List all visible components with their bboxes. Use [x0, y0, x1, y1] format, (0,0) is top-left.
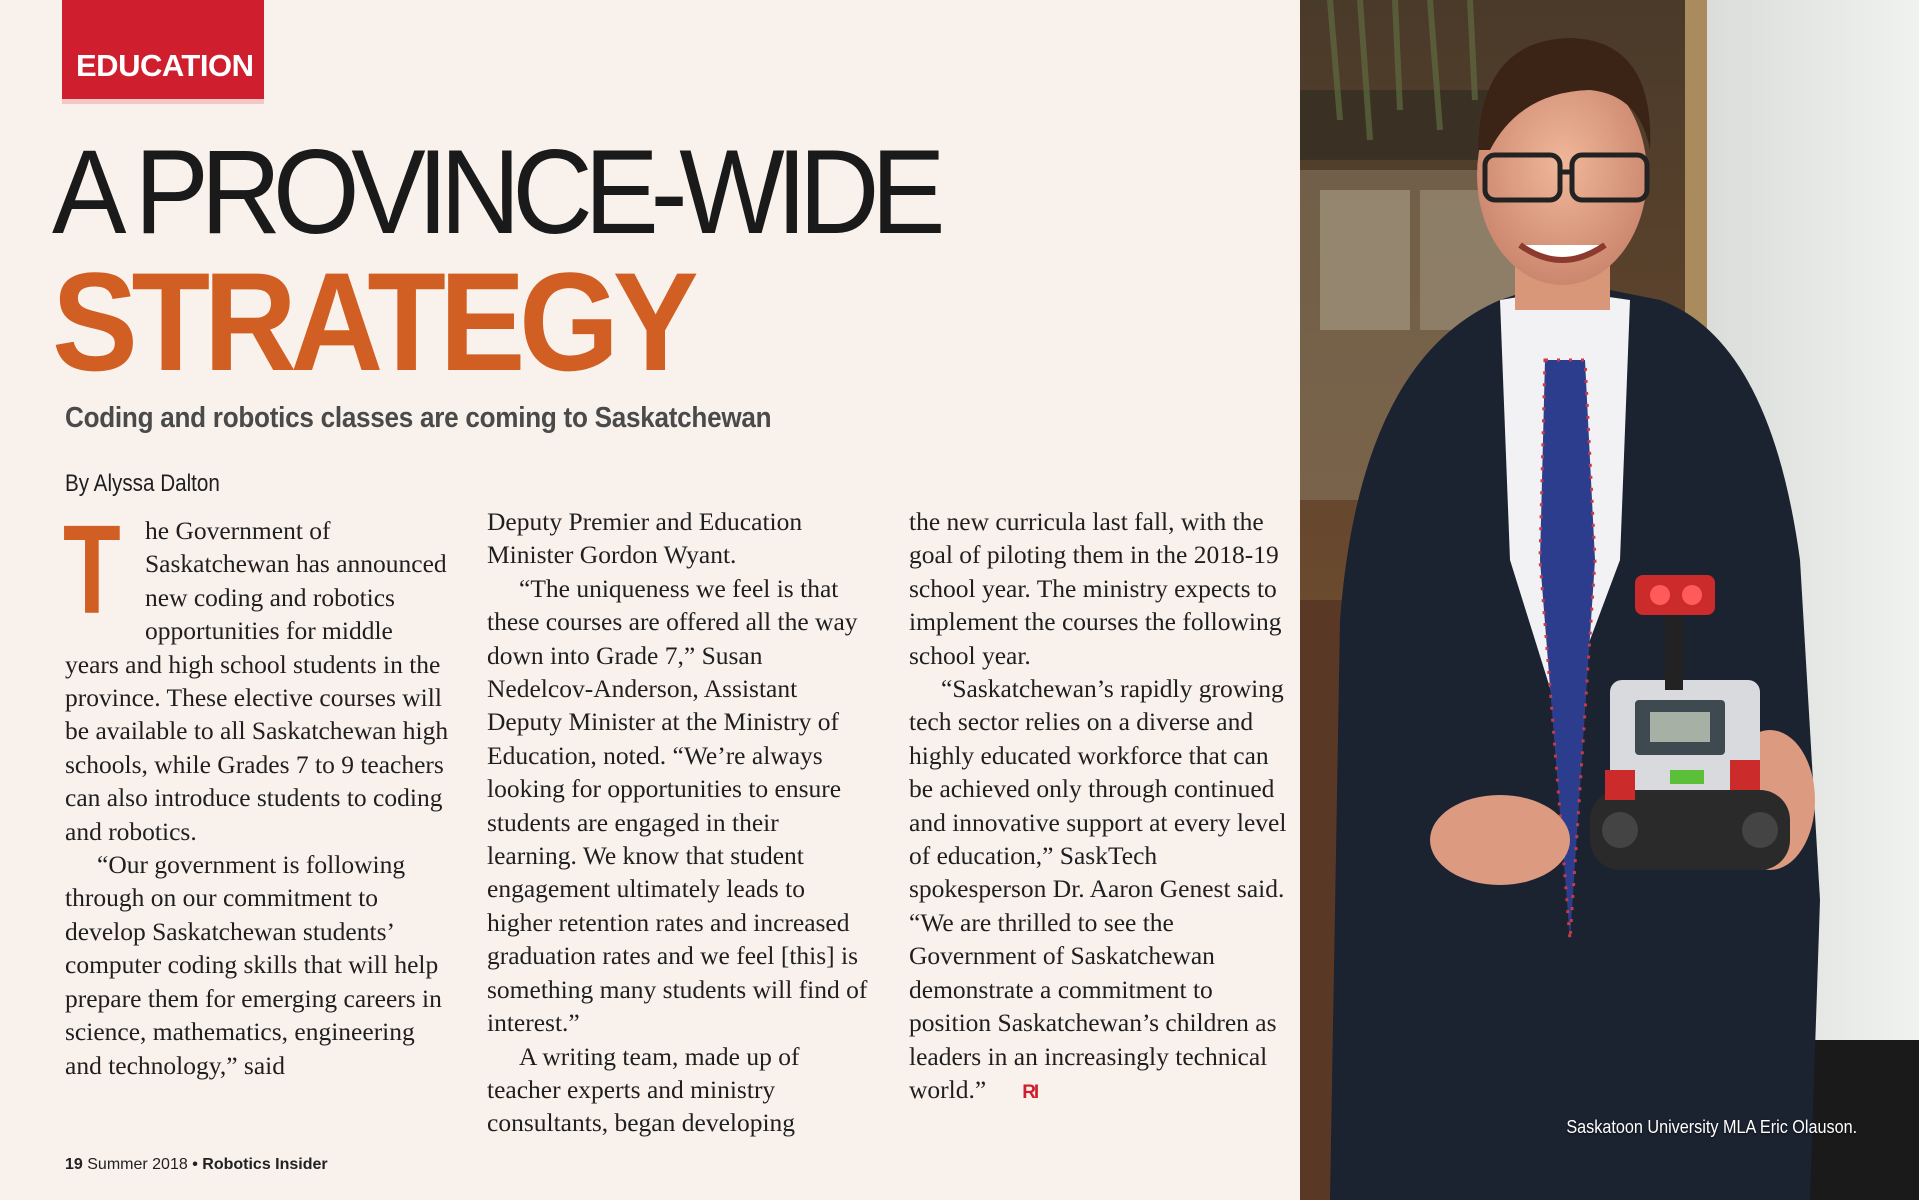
headline-line-2: STRATEGY: [52, 243, 693, 400]
publication-name: Robotics Insider: [202, 1156, 328, 1173]
drop-cap: T: [63, 499, 121, 640]
portrait-photo: [1300, 0, 1919, 1200]
paragraph: Deputy Premier and Education Minister Gordon Wyant.: [487, 507, 803, 570]
paragraph-text: “Saskatchewan’s rapidly growing tech sector relies on a diverse and highly educated workforce that can be achieved only through continued and innovative support at every level of education,” SaskTech spokesperson Dr. Aaron Genest said. “We are thrilled to see the Government of Saskatchewan demonstrate a commitment to position Saskatchewan’s children as leaders in an increasingly technical world.”: [909, 674, 1287, 1104]
end-mark-logo: RI: [1022, 1081, 1038, 1103]
section-tag: [62, 0, 264, 104]
paragraph: A writing team, made up of teacher experts and ministry consultants, began developing: [487, 1041, 800, 1138]
page-footer: [65, 1156, 328, 1174]
article-column-1: [63, 499, 450, 1082]
paragraph: the new curricula last fall, with the goal of piloting them in the 2018-19 school year. The ministry expects to implement the courses the following school year.: [909, 507, 1282, 670]
subtitle: Coding and robotics classes are coming to Saskatchewan: [65, 402, 772, 434]
paragraph-text: he Government of Saskatchewan has announced new coding and robotics opportunities for middle years and high school students in the province. These elective courses will be available to all Saskatchewan high schools, while Grades 7 to 9 teachers can also introduce students to coding and robotics.: [65, 516, 449, 846]
paragraph: “Our government is following through on our commitment to develop Saskatchewan students’ computer coding skills that will help prepare them for emerging careers in science, mathematics, engineering and technology,” said: [65, 850, 442, 1080]
photo-illustration: [1300, 0, 1919, 1200]
page-number: 19: [65, 1156, 83, 1173]
section-label: EDUCATION: [76, 48, 254, 83]
byline: By Alyssa Dalton: [65, 470, 220, 497]
paragraph: “The uniqueness we feel is that these courses are offered all the way down into Grade 7,” Susan Nedelcov-Anderson, Assistant Deputy Minister at the Ministry of Education, noted. “We’re always looking for opportunities to ensure students are engaged in their learning. We know that student engagement ultimately leads to higher retention rates and increased graduation rates and we feel [this] is something many students will find of interest.”: [487, 573, 868, 1038]
headline-line-1: A PROVINCE-WIDE: [52, 125, 938, 259]
paragraph: [63, 499, 450, 848]
article-column-3: [909, 505, 1294, 1109]
article-column-2: [487, 505, 872, 1140]
footer-separator: •: [192, 1156, 198, 1173]
photo-caption: Saskatoon University MLA Eric Olauson.: [1566, 1117, 1857, 1137]
paragraph: [909, 672, 1294, 1109]
issue-label: Summer 2018: [87, 1156, 188, 1173]
